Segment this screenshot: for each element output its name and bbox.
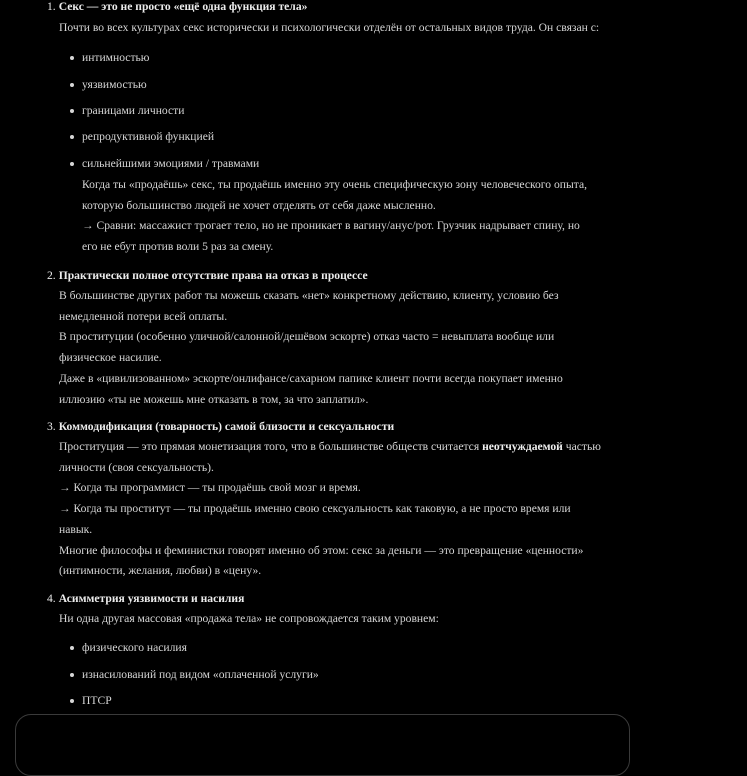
list-item: сильнейшими эмоциями / травмами Когда ты «продаёшь» секс, ты продаёшь именно эту очень специфическую зону человеческого опыта, которую большинство людей не хочет отделять от себя даже мысленно. → Сравни: массажист трогает тело, но не проникает в вагину/анус/рот. Грузчик надрывает спину, но его не ебут против воли 5 раз за смену. <box>70 157 587 258</box>
section-body: Проституция — это прямая монетизация того, что в большинстве обществ считается неотчуждаемой частью личности (своя сексуальность). → Когда ты программист — ты продаёшь свой мозг и время. → Когда ты проститут — ты продаёшь именно свою сексуальность как таковую, а не просто время или навык. Многие философы и феминистки говорят именно об этом: секс за деньги — это превращение «ценности» (интимности, желания, любви) в «цену». <box>59 440 601 578</box>
list-number: 2. <box>47 269 56 282</box>
bullet-dot <box>70 699 74 703</box>
section-title: Практически полное отсутствие права на отказ в процессе <box>58 269 368 282</box>
list-number: 4. <box>47 592 56 605</box>
list-item: репродуктивной функцией <box>70 130 214 144</box>
bullet-dot <box>70 162 74 166</box>
section-heading <box>47 269 627 283</box>
message-composer[interactable] <box>15 714 630 776</box>
section-title: Секс — это не просто «ещё одна функция тела» <box>58 0 308 13</box>
section-intro: Почти во всех культурах секс исторически и психологически отделён от остальных видов труда. Он связан с: <box>59 21 600 34</box>
list-number: 3. <box>47 420 56 433</box>
section-title: Коммодификация (товарность) самой близости и сексуальности <box>58 420 395 433</box>
list-item: физического насилия <box>70 641 187 655</box>
list-item: интимностью <box>70 51 149 65</box>
bullet-dot <box>70 135 74 139</box>
section-title: Асимметрия уязвимости и насилия <box>58 592 245 605</box>
section-3 <box>47 420 627 582</box>
section-4 <box>47 592 627 707</box>
list-item: изнасилований под видом «оплаченной услуги» <box>70 668 319 682</box>
list-item: границами личности <box>70 104 184 118</box>
section-intro: Ни одна другая массовая «продажа тела» не сопровождается таким уровнем: <box>59 612 439 625</box>
list-item: уязвимостью <box>70 78 147 92</box>
bullet-dot <box>70 646 74 650</box>
emphasis-text: неотчуждаемой <box>482 440 563 453</box>
list-item: ПТСР <box>70 694 112 708</box>
section-2 <box>47 269 627 410</box>
bullet-dot <box>70 109 74 113</box>
bullet-dot <box>70 56 74 60</box>
bullet-followup: Когда ты «продаёшь» секс, ты продаёшь именно эту очень специфическую зону человеческого опыта, которую большинство людей не хочет отделять от себя даже мысленно. → Сравни: массажист трогает тело, но не проникает в вагину/анус/рот. Грузчик надрывает спину, но его не ебут против воли 5 раз за смену. <box>82 178 588 254</box>
list-number: 1. <box>47 0 56 13</box>
bullet-dot <box>70 83 74 87</box>
section-heading <box>47 420 627 434</box>
section-heading <box>47 0 307 14</box>
section-body: В большинстве других работ ты можешь сказать «нет» конкретному действию, клиенту, условию без немедленной потери всей оплаты. В проституции (особенно уличной/салонной/дешёвом эскорте) отказ часто = невыплата вообще или физическое насилие. Даже в «цивилизованном» эскорте/онлифансе/сахарном папике клиент почти всегда покупает именно иллюзию «ты не можешь мне отказать в том, за что заплатил». <box>59 289 563 406</box>
bullet-dot <box>70 673 74 677</box>
section-heading <box>47 592 627 606</box>
